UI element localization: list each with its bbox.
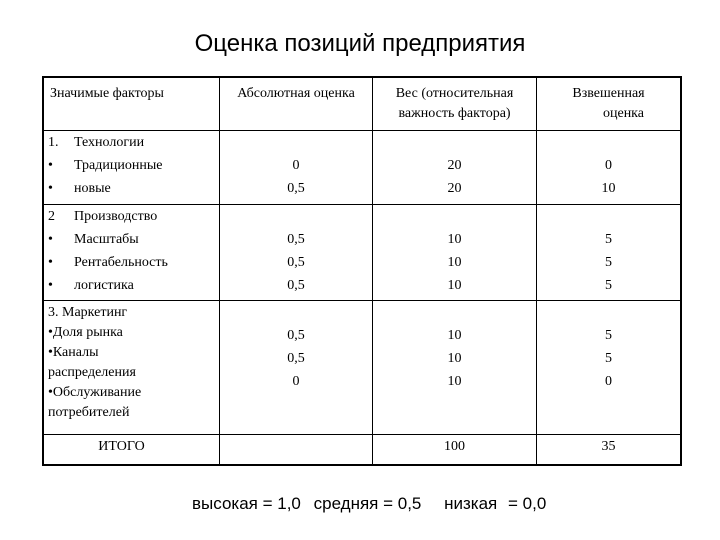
weighted-value: 5 xyxy=(605,351,612,366)
factor-line xyxy=(44,205,219,228)
legend-medium: средняя = 0,5 xyxy=(313,494,422,513)
factor-text: логистика xyxy=(74,278,134,293)
total-absolute-cell xyxy=(219,435,372,466)
weighted-value: 5 xyxy=(605,278,612,293)
factor-text: •Доля рынка xyxy=(48,325,123,340)
table-row xyxy=(43,131,681,205)
factor-text: Технологии xyxy=(74,135,145,150)
factor-text: Масштабы xyxy=(74,232,139,247)
weight-value: 10 xyxy=(447,232,462,247)
absolute-value: 0 xyxy=(292,158,300,173)
weighted-value: 5 xyxy=(605,232,612,247)
absolute-value: 0,5 xyxy=(287,181,305,196)
header-row xyxy=(43,77,681,131)
weighted-value: 5 xyxy=(605,328,612,343)
weight-value: 20 xyxy=(447,181,462,196)
header-weighted-line2: оценка xyxy=(602,106,644,121)
header-weight xyxy=(373,77,537,131)
absolute-value: 0,5 xyxy=(287,278,305,293)
header-weight-line1: Вес (относительная xyxy=(395,86,514,101)
bullet-marker: • xyxy=(48,181,53,196)
header-weighted xyxy=(537,77,682,131)
absolute-value: 0,5 xyxy=(287,255,305,270)
total-label: ИТОГО xyxy=(98,439,145,454)
total-weight: 100 xyxy=(444,439,466,454)
header-absolute-text: Абсолютная оценка xyxy=(237,86,355,101)
factor-line xyxy=(44,131,219,154)
absolute-value: 0 xyxy=(292,374,300,389)
list-marker: 1. xyxy=(48,135,59,150)
absolute-value: 0,5 xyxy=(287,351,305,366)
absolute-value: 0,5 xyxy=(287,328,305,343)
weighted-cell xyxy=(537,301,682,435)
list-marker: 2 xyxy=(48,209,55,224)
factor-line xyxy=(44,154,219,177)
factor-line xyxy=(44,228,219,251)
rating-legend xyxy=(192,494,546,514)
weight-cell xyxy=(373,301,537,435)
page-title: Оценка позиций предприятия xyxy=(194,30,526,57)
weighted-value: 0 xyxy=(605,374,612,389)
weighted-cell xyxy=(537,205,682,301)
factor-text: •Каналы xyxy=(48,345,99,360)
weight-value: 20 xyxy=(447,158,462,173)
weight-cell xyxy=(373,205,537,301)
factor-text: потребителей xyxy=(48,405,130,420)
legend-low: низкая xyxy=(444,494,498,513)
weight-value: 10 xyxy=(447,278,462,293)
header-factors xyxy=(43,77,219,131)
weighted-value: 5 xyxy=(605,255,612,270)
weighted-cell xyxy=(537,131,682,205)
factor-line xyxy=(44,251,219,274)
bullet-marker: • xyxy=(48,255,53,270)
total-label-cell xyxy=(43,435,219,466)
weighted-value: 0 xyxy=(605,158,612,173)
table-row xyxy=(43,301,681,435)
total-weight-cell xyxy=(373,435,537,466)
weighted-value: 10 xyxy=(601,181,616,196)
legend-low-value: = 0,0 xyxy=(508,494,547,513)
total-weighted: 35 xyxy=(601,439,616,454)
header-weighted-line1: Взвешенная xyxy=(572,86,645,101)
factor-text: •Обслуживание xyxy=(48,385,142,400)
header-factors-text: Значимые факторы xyxy=(50,86,164,101)
factor-text: Производство xyxy=(74,209,158,224)
factor-text: новые xyxy=(74,181,111,196)
absolute-cell xyxy=(219,131,372,205)
bullet-marker: • xyxy=(48,232,53,247)
weight-cell xyxy=(373,131,537,205)
bullet-marker: • xyxy=(48,158,53,173)
weight-value: 10 xyxy=(447,351,462,366)
absolute-cell xyxy=(219,301,372,435)
bullet-marker: • xyxy=(48,278,53,293)
evaluation-table xyxy=(42,76,682,466)
legend-high: высокая = 1,0 xyxy=(192,494,301,513)
factor-text: Рентабельность xyxy=(74,255,168,270)
header-weight-line2: важность фактора) xyxy=(398,106,511,121)
total-weighted-cell xyxy=(537,435,682,466)
header-absolute xyxy=(219,77,372,131)
factor-cell-technology xyxy=(43,131,219,205)
factor-cell-production xyxy=(43,205,219,301)
table-row xyxy=(43,205,681,301)
weight-value: 10 xyxy=(447,255,462,270)
factor-text: Традиционные xyxy=(74,158,163,173)
factor-line xyxy=(44,177,219,200)
total-row xyxy=(43,435,681,466)
absolute-cell xyxy=(219,205,372,301)
factor-text: распределения xyxy=(48,365,136,380)
weight-value: 10 xyxy=(447,328,462,343)
factor-text: 3. Маркетинг xyxy=(48,305,128,320)
weight-value: 10 xyxy=(447,374,462,389)
factor-line xyxy=(44,274,219,297)
factor-cell-marketing xyxy=(43,301,219,435)
absolute-value: 0,5 xyxy=(287,232,305,247)
